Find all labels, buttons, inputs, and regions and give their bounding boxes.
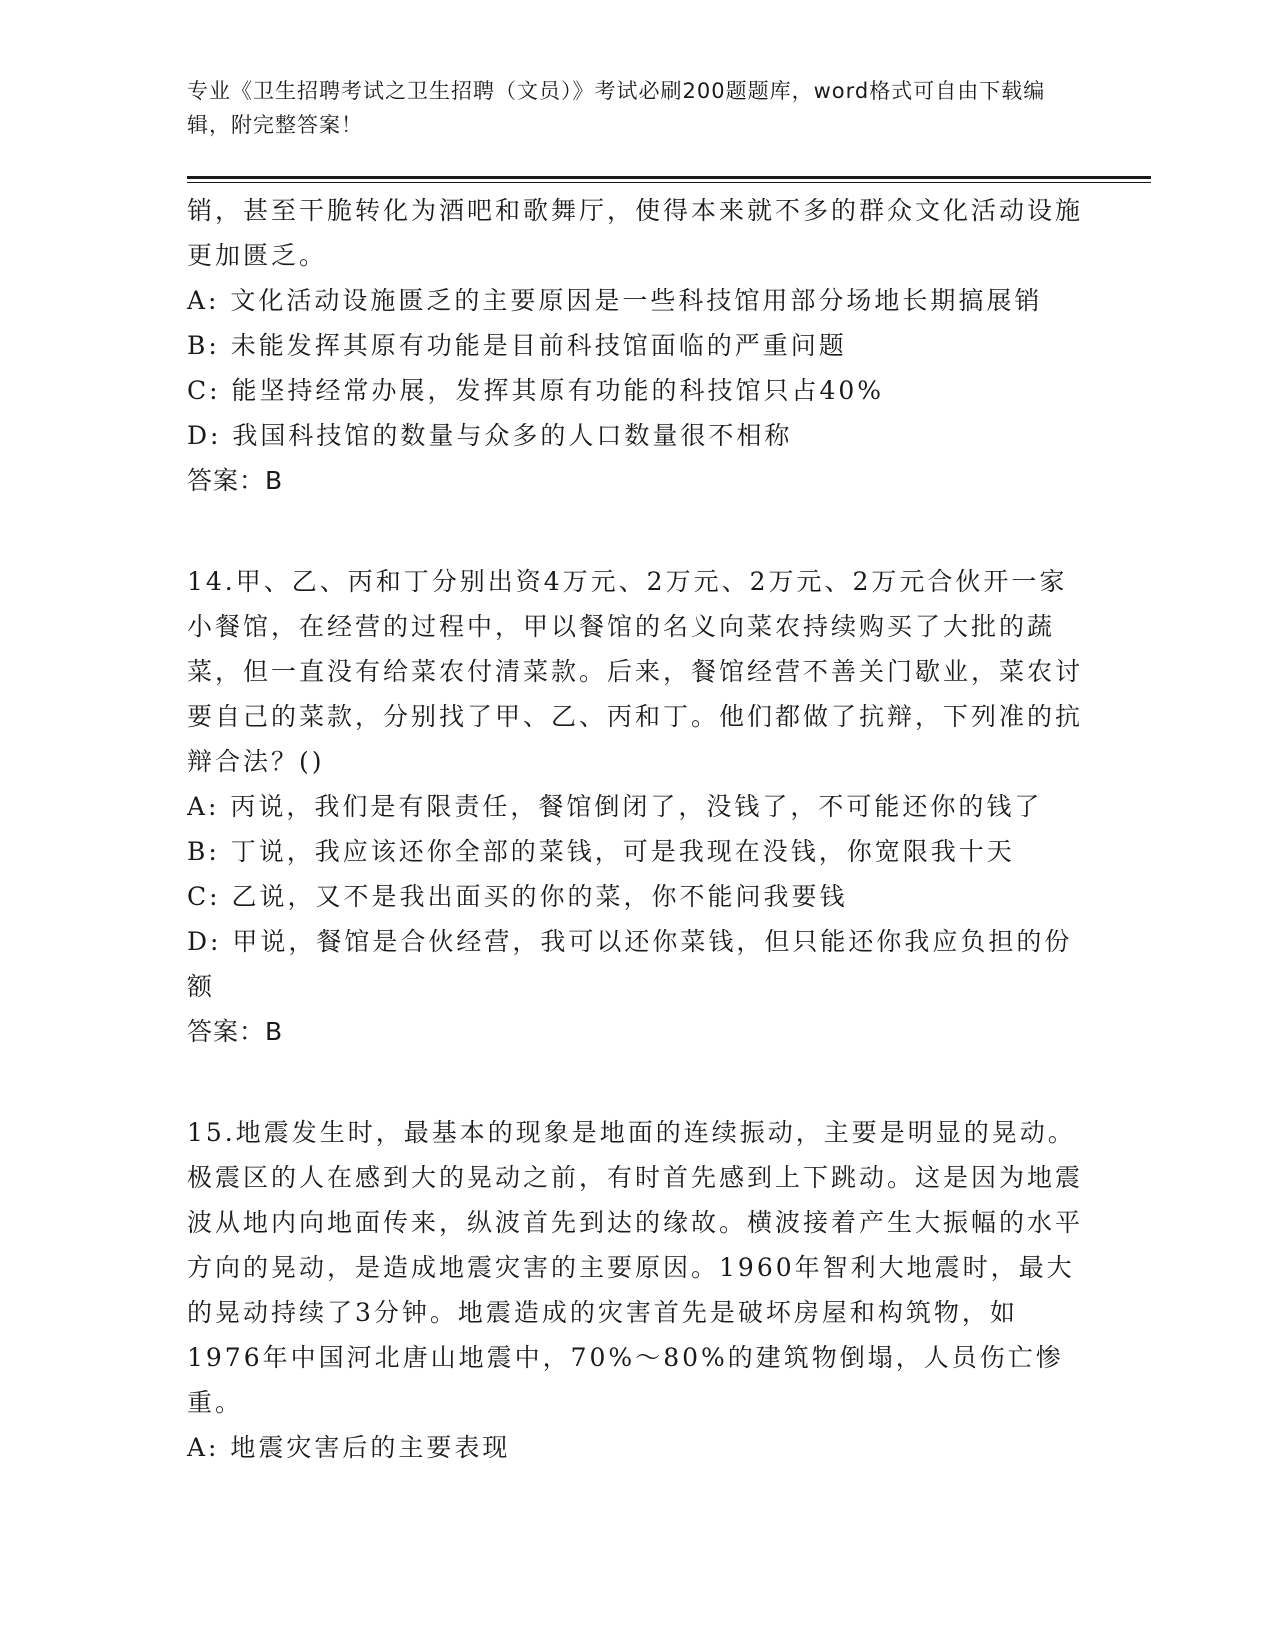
answer: 答案：B: [187, 1017, 284, 1046]
header-title: 专业《卫生招聘考试之卫生招聘（文员）》考试必刷200题题库，word格式可自由下载编辑，附完整答案！: [187, 79, 1046, 137]
option-a: A: 地震灾害后的主要表现: [187, 1433, 511, 1462]
option-a: A: 丙说，我们是有限责任，餐馆倒闭了，没钱了，不可能还你的钱了: [187, 792, 1043, 821]
spacer: [187, 503, 1087, 559]
header-divider: [187, 176, 1151, 179]
option-b: B: 丁说，我应该还你全部的菜钱，可是我现在没钱，你宽限我十天: [187, 837, 1015, 866]
option-a: A: 文化活动设施匮乏的主要原因是一些科技馆用部分场地长期搞展销: [187, 286, 1043, 315]
option-c: C: 能坚持经常办展，发挥其原有功能的科技馆只占40%: [187, 376, 885, 405]
question-13: [187, 188, 1087, 503]
option-d: D: 我国科技馆的数量与众多的人口数量很不相称: [187, 421, 793, 450]
document-header: [187, 74, 1067, 142]
header-divider-thin: [187, 182, 1151, 183]
question-stem: 15.地震发生时，最基本的现象是地面的连续振动，主要是明显的晃动。极震区的人在感到大的晃动之前，有时首先感到上下跳动。这是因为地震波从地内向地面传来，纵波首先到达的缘故。横波接着产生大振幅的水平方向的晃动，是造成地震灾害的主要原因。1960年智利大地震时，最大的晃动持续了3分钟。地震造成的灾害首先是破坏房屋和构筑物，如1976年中国河北唐山地震中，70%～80%的建筑物倒塌，人员伤亡惨重。: [187, 1118, 1084, 1417]
question-15: [187, 1110, 1087, 1470]
document-body: [187, 188, 1087, 1470]
option-d: D: 甲说，餐馆是合伙经营，我可以还你菜钱，但只能还你我应负担的份额: [187, 927, 1073, 1001]
answer: 答案：B: [187, 466, 284, 495]
question-stem: 销，甚至干脆转化为酒吧和歌舞厅，使得本来就不多的群众文化活动设施更加匮乏。: [187, 196, 1084, 270]
question-stem: 14.甲、乙、丙和丁分别出资4万元、2万元、2万元、2万元合伙开一家小餐馆，在经营的过程中，甲以餐馆的名义向菜农持续购买了大批的蔬菜，但一直没有给菜农付清菜款。后来，餐馆经营不善关门歇业，菜农讨要自己的菜款，分别找了甲、乙、丙和丁。他们都做了抗辩，下列准的抗辩合法？(): [187, 567, 1084, 776]
question-14: [187, 559, 1087, 1054]
spacer: [187, 1054, 1087, 1110]
option-c: C: 乙说，又不是我出面买的你的菜，你不能问我要钱: [187, 882, 848, 911]
option-b: B: 未能发挥其原有功能是目前科技馆面临的严重问题: [187, 331, 847, 360]
